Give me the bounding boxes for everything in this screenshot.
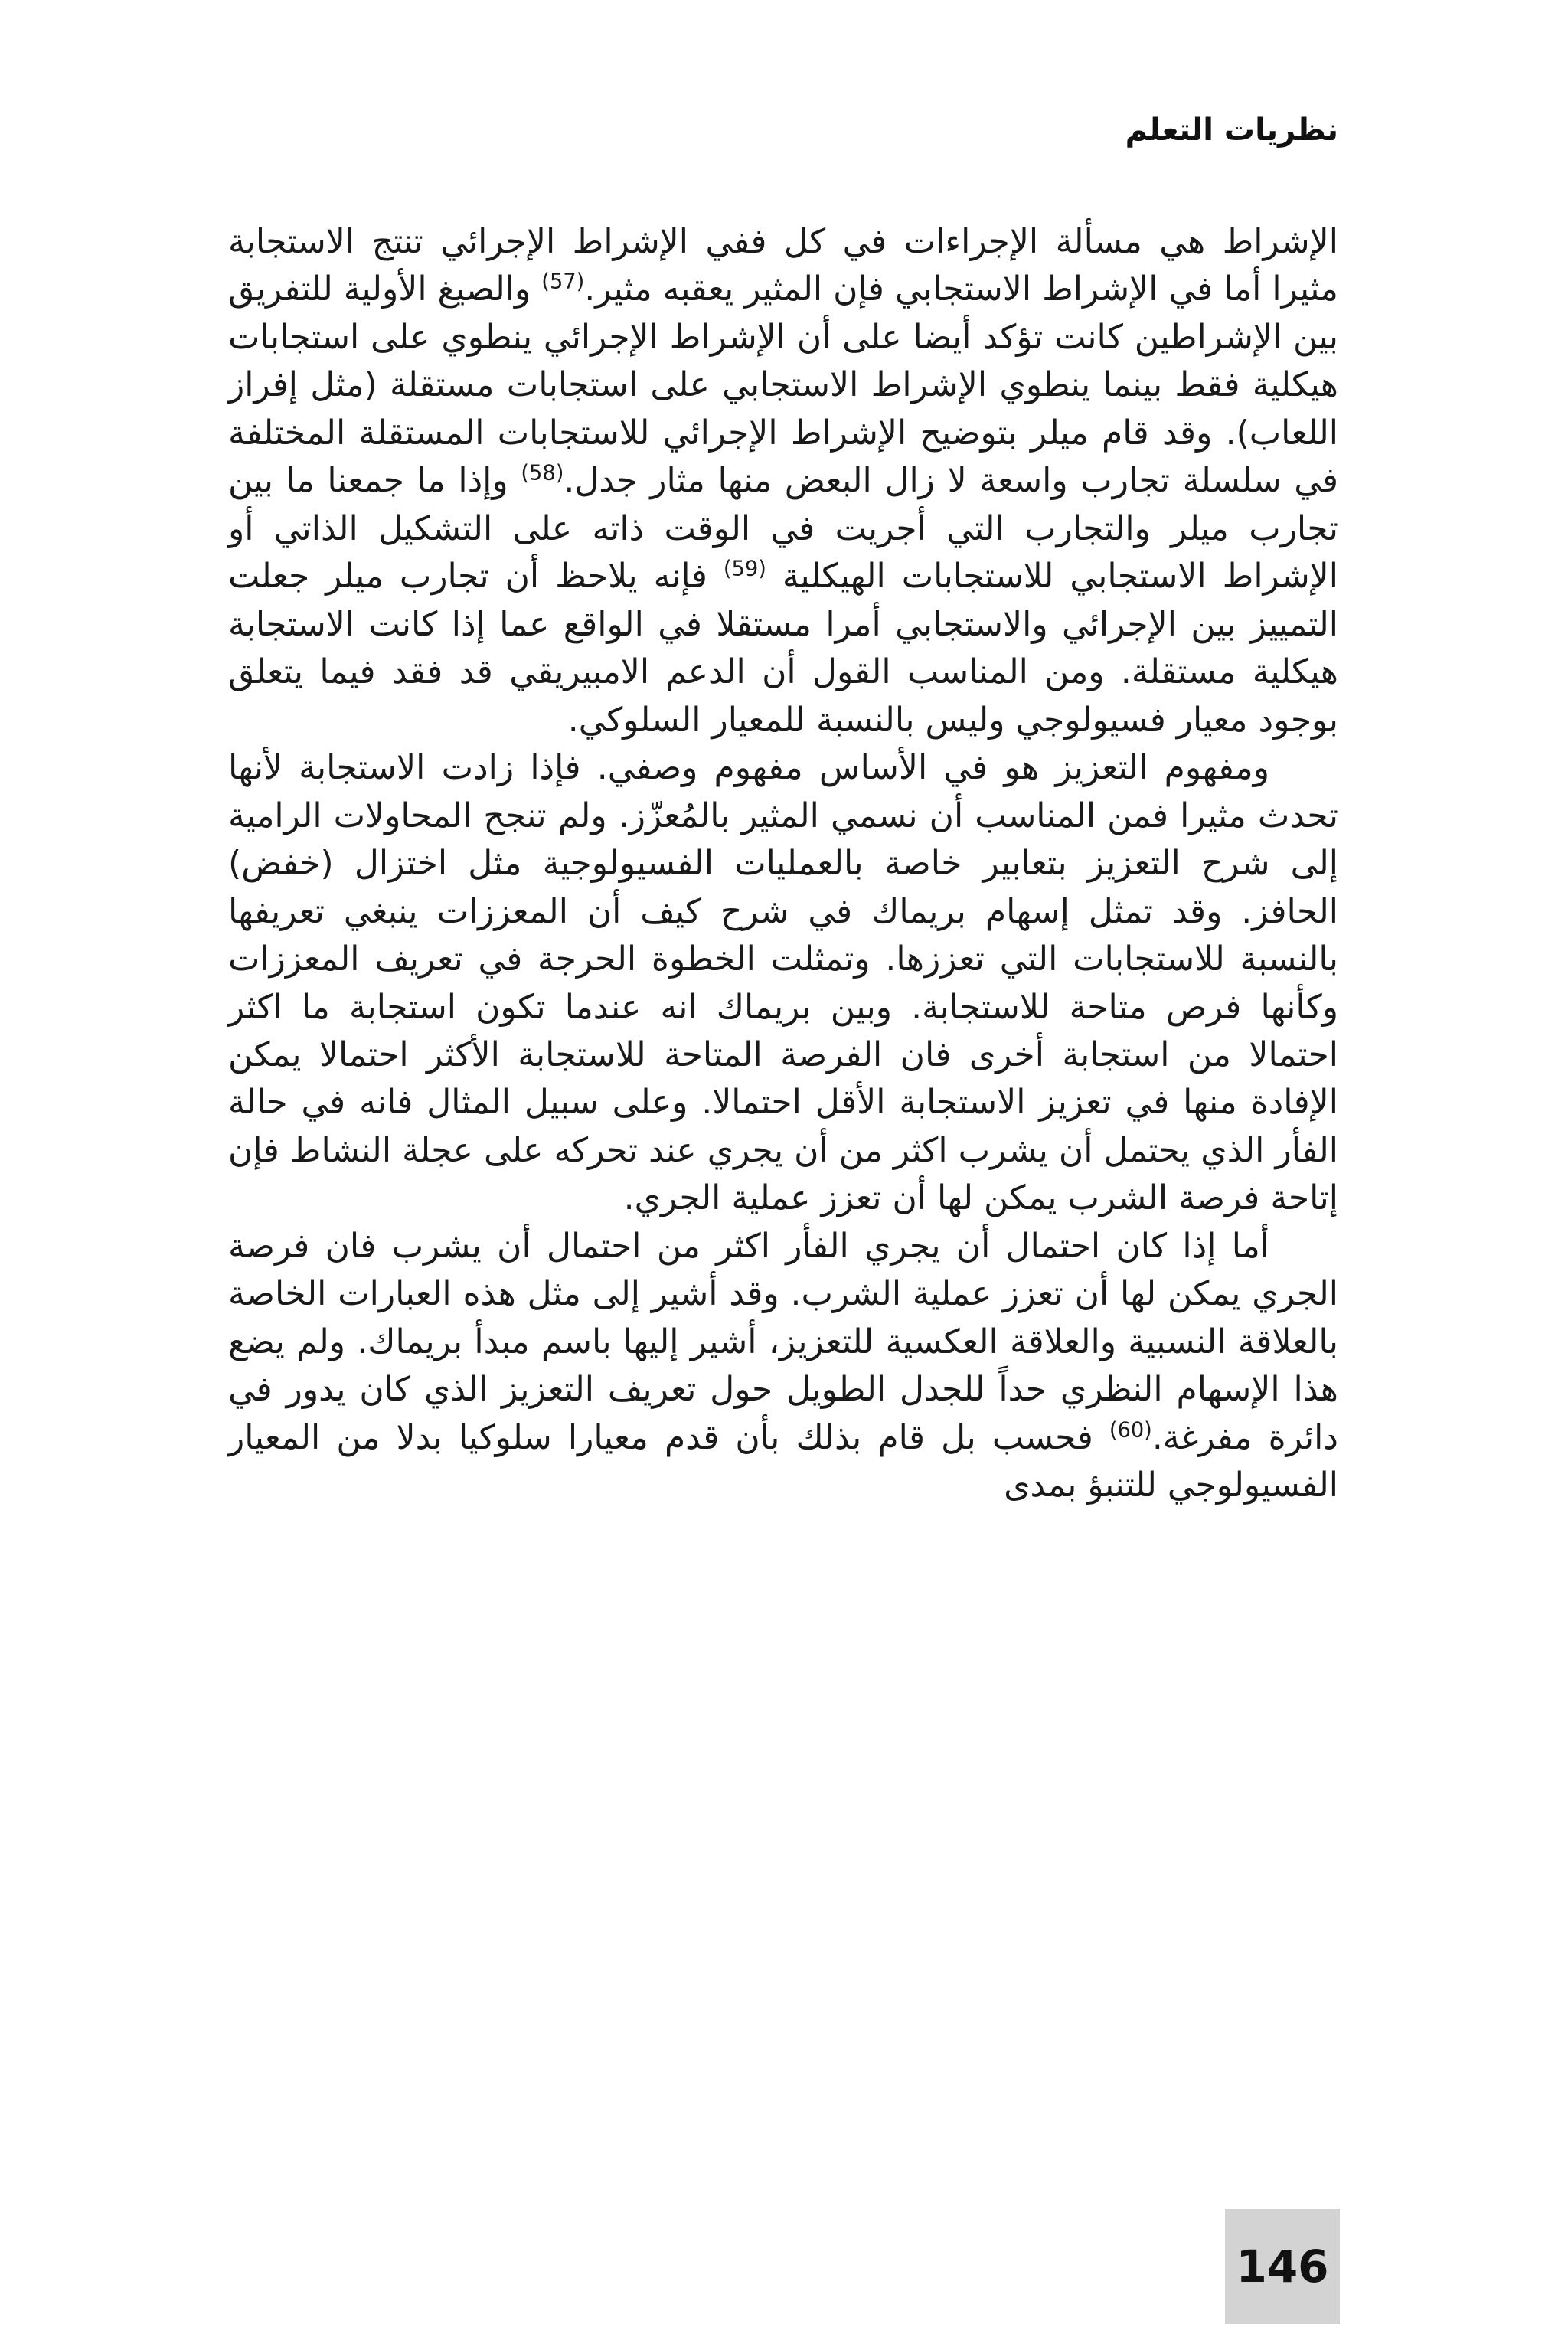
running-header-title: نظريات التعلم	[1125, 113, 1338, 148]
footnote-ref: (58)	[521, 461, 564, 485]
text-run: فإنه يلاحظ أن تجارب ميلر جعلت التمييز بين الإجرائي والاستجابي أمرا مستقلا في الواقع عما إذا كانت الاستجابة هيكلية مستقلة. ومن المناسب القول أن الدعم الامبيريقي قد فقد فيما يتعلق بوجود معيار فسيولوجي وليس بالنسبة للمعيار السلوكي.	[228, 557, 1338, 740]
paragraph-1	[228, 218, 1338, 744]
footnote-ref: (59)	[723, 557, 766, 581]
footnote-ref: (57)	[541, 270, 585, 294]
body-text	[228, 218, 1338, 1510]
text-run: ومفهوم التعزيز هو في الأساس مفهوم وصفي. فإذا زادت الاستجابة لأنها تحدث مثيرا فمن المناسب أن نسمي المثير بالمُعزّز. ولم تنجح المحاولات الرامية إلى شرح التعزيز بتعابير خاصة بالعمليات الفسيولوجية مثل اختزال (خفض) الحافز. وقد تمثل إسهام بريماك في شرح كيف أن المعززات ينبغي تعريفها بالنسبة للاستجابات التي تعززها. وتمثلت الخطوة الحرجة في تعريف المعززات وكأنها فرص متاحة للاستجابة. وبين بريماك انه عندما تكون استجابة ما اكثر احتمالا من استجابة أخرى فان الفرصة المتاحة للاستجابة الأكثر احتمالا يمكن الإفادة منها في تعزيز الاستجابة الأقل احتمالا. وعلى سبيل المثال فانه في حالة الفأر الذي يحتمل أن يشرب اكثر من أن يجري عند تحركه على عجلة النشاط فإن إتاحة فرصة الشرب يمكن لها أن تعزز عملية الجري.	[228, 748, 1338, 1218]
text-run: أما إذا كان احتمال أن يجري الفأر اكثر من احتمال أن يشرب فان فرصة الجري يمكن لها أن تعزز عملية الشرب. وقد أشير إلى مثل هذه العبارات الخاصة بالعلاقة النسبية والعلاقة العكسية للتعزيز، أشير إليها باسم مبدأ بريماك. ولم يضع هذا الإسهام النظري حداً للجدل الطويل حول تعريف التعزيز الذي كان يدور في دائرة مفرغة.	[228, 1226, 1338, 1457]
page-number-box	[1225, 2209, 1340, 2324]
text-run: الإشراط هي مسألة الإجراءات في كل ففي الإشراط الإجرائي تنتج الاستجابة مثيرا أما في الإشراط الاستجابي فإن المثير يعقبه مثير.	[228, 222, 1338, 309]
text-run: والصيغ الأولية للتفريق بين الإشراطين كانت تؤكد أيضا على أن الإشراط الإجرائي ينطوي على استجابات هيكلية فقط بينما ينطوي الإشراط الاستجابي على استجابات مستقلة (مثل إفراز اللعاب). وقد قام ميلر بتوضيح الإشراط الإجرائي للاستجابات المستقلة المختلفة في سلسلة تجارب واسعة لا زال البعض منها مثار جدل.	[228, 270, 1338, 501]
page-number: 146	[1236, 2241, 1329, 2293]
paragraph-2	[228, 744, 1338, 1223]
text-run: فحسب بل قام بذلك بأن قدم معيارا سلوكيا بدلا من المعيار الفسيولوجي للتنبؤ بمدى	[228, 1417, 1338, 1505]
paragraph-3	[228, 1223, 1338, 1510]
text-run: وإذا ما جمعنا ما بين تجارب ميلر والتجارب التي أجريت في الوقت ذاته على التشكيل الذاتي أو الإشراط الاستجابي للاستجابات الهيكلية	[228, 461, 1338, 596]
footnote-ref: (60)	[1109, 1418, 1152, 1443]
